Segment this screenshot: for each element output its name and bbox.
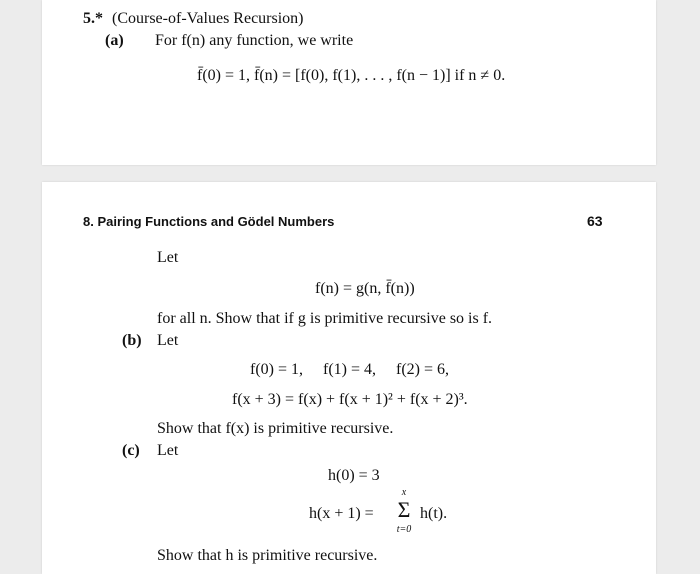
part-c-conclusion: Show that h is primitive recursive.	[157, 547, 378, 564]
problem-title: (Course-of-Values Recursion)	[112, 10, 304, 27]
part-b-conclusion: Show that f(x) is primitive recursive.	[157, 420, 394, 437]
part-b-equation-recurrence: f(x + 3) = f(x) + f(x + 1)² + f(x + 2)³.	[232, 391, 468, 408]
recursion-equation: f(n) = g(n, f̄(n))	[315, 280, 415, 297]
part-c-label: (c)	[122, 442, 140, 459]
part-a-equation: f̄(0) = 1, f̄(n) = [f(0), f(1), . . . , f(n − 1)] if n ≠ 0.	[197, 67, 506, 84]
summation-lower-limit: t=0	[396, 524, 412, 535]
part-a-text: For f(n) any function, we write	[155, 32, 354, 49]
part-c-equation-lhs: h(x + 1) =	[309, 505, 374, 522]
part-b-label: (b)	[122, 332, 142, 349]
top-page	[42, 0, 656, 165]
summation-symbol: Σ	[397, 497, 411, 522]
part-c-equation-initial: h(0) = 3	[328, 467, 380, 484]
page-number: 63	[587, 213, 603, 229]
recursion-statement: for all n. Show that if g is primitive recursive so is f.	[157, 310, 493, 327]
part-c-equation-rhs: h(t).	[420, 505, 448, 522]
summation	[389, 488, 419, 540]
part-a-label: (a)	[105, 32, 124, 49]
problem-label: 5.*	[83, 10, 103, 27]
part-b-let: Let	[157, 332, 179, 349]
let-text: Let	[157, 249, 179, 266]
part-b-equation-initial: f(0) = 1, f(1) = 4, f(2) = 6,	[250, 361, 450, 378]
running-head: 8. Pairing Functions and Gödel Numbers	[83, 214, 335, 229]
summation-upper-limit: x	[401, 487, 407, 498]
part-c-let: Let	[157, 442, 179, 459]
bottom-page	[42, 182, 656, 574]
